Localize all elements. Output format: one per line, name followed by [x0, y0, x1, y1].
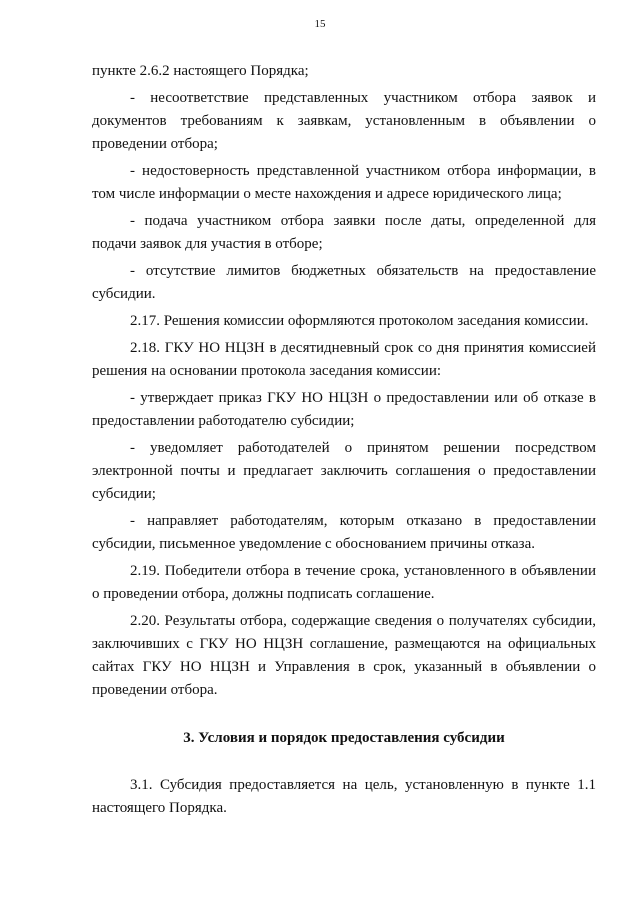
paragraph: 3.1. Субсидия предоставляется на цель, установленную в пункте 1.1 настоящего Порядка.	[92, 777, 596, 816]
paragraph: 2.19. Победители отбора в течение срока, установленного в объявлении о проведении отбора, должны подписать соглашение.	[92, 563, 596, 602]
paragraph: - уведомляет работодателей о принятом решении посредством электронной почты и предлагает заключить соглашения о предоставлении субсидии;	[92, 440, 596, 502]
document-body	[92, 60, 596, 824]
paragraphs-before-heading	[92, 60, 596, 702]
paragraph: - недостоверность представленной участником отбора информации, в том числе информации о месте нахождения и адресе юридического лица;	[92, 163, 596, 202]
page-number: 15	[314, 18, 326, 30]
paragraph: - утверждает приказ ГКУ НО НЦЗН о предоставлении или об отказе в предоставлении работодателю субсидии;	[92, 390, 596, 429]
paragraph: 2.20. Результаты отбора, содержащие сведения о получателях субсидии, заключивших с ГКУ НО НЦЗН соглашение, размещаются на официальных сайтах ГКУ НО НЦЗН и Управления в срок, указанный в объявлении о проведении отбора.	[92, 613, 596, 698]
paragraph: - подача участником отбора заявки после даты, определенной для подачи заявок для участия в отборе;	[92, 213, 596, 252]
paragraph: 2.17. Решения комиссии оформляются протоколом заседания комиссии.	[130, 313, 589, 329]
paragraph: пункте 2.6.2 настоящего Порядка;	[92, 63, 309, 79]
section-heading: 3. Условия и порядок предоставления субсидии	[183, 730, 505, 746]
paragraph: - направляет работодателям, которым отказано в предоставлении субсидии, письменное уведомление с обоснованием причины отказа.	[92, 513, 596, 552]
paragraph: - отсутствие лимитов бюджетных обязательств на предоставление субсидии.	[92, 263, 596, 302]
paragraph: 2.18. ГКУ НО НЦЗН в десятидневный срок со дня принятия комиссией решения на основании протокола заседания комиссии:	[92, 340, 596, 379]
paragraph: - несоответствие представленных участником отбора заявок и документов требованиям к заявкам, установленным в объявлении о проведении отбора;	[92, 90, 596, 152]
paragraphs-after-heading	[92, 774, 596, 820]
